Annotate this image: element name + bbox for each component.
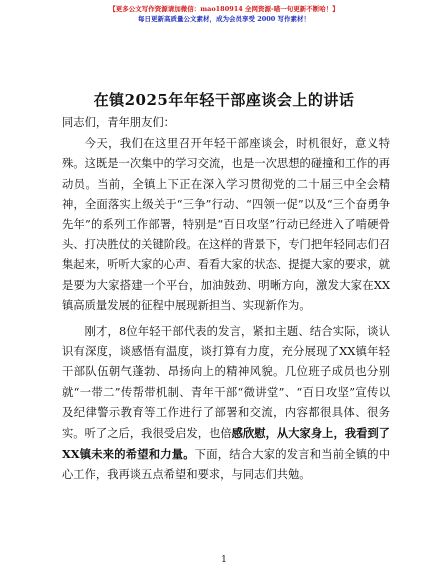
paragraph-2-bold: 感欣慰，从大家身上，我看到了XX镇未来的希望和力量。 <box>62 426 390 462</box>
banner-line-2: 每日更新高质量公文素材，成为会员享受 2000 写作素材！ <box>137 15 311 23</box>
document-body <box>62 113 390 486</box>
page-number: 1 <box>221 555 227 565</box>
paragraph-1: 今天，我们在这里召开年轻干部座谈会，时机很好，意义特殊。这既是一次集中的学习交流，也是一次思想的碰撞和工作的再动员。当前，全镇上下正在深入学习贯彻党的二十届三中全会精神，全面落实上级关于“三争”行动、“四领一促”以及“三个奋勇争先年”的系列工作部署，特别是“百日攻坚”行动已经进入了啃硬骨头、打决胜仗的关键阶段。在这样的背景下，专门把年轻同志们召集起来，听听大家的心声、看看大家的状态、提提大家的要求，就是要为大家搭建一个平台，加油鼓劲、明晰方向，激发大家在XX镇高质量发展的征程中展现新担当、实现新作为。 <box>62 137 390 312</box>
paragraph-2 <box>62 322 390 486</box>
paragraph-2-part-2: 下面，结合大家的发言和当前全镇的中心工作，我再谈五点希望和要求，与同志们共勉。 <box>62 448 390 482</box>
page-title: 在镇2025年年轻干部座谈会上的讲话 <box>93 91 355 109</box>
header-banner <box>0 4 448 24</box>
paragraph-2-part-1: 刚才，8位年轻干部代表的发言，紧扣主题、结合实际，谈认识有深度，谈感悟有温度，谈打算有力度，充分展现了XX镇年轻干部队伍朝气蓬勃、昂扬向上的精神风貌。几位班子成员也分别就“一带二”传帮带机制、青年干部“微讲堂”、“百日攻坚”宣传以及纪律警示教育等工作进行了部署和交流，内容都很具体、很务实。听了之后，我很受启发，也倍 <box>62 325 390 441</box>
banner-line-1: 【更多公文写作资源请加微信：mao180914 全网资源-喵一句更新不断哈！】 <box>109 5 339 13</box>
greeting: 同志们，青年朋友们： <box>62 116 175 129</box>
